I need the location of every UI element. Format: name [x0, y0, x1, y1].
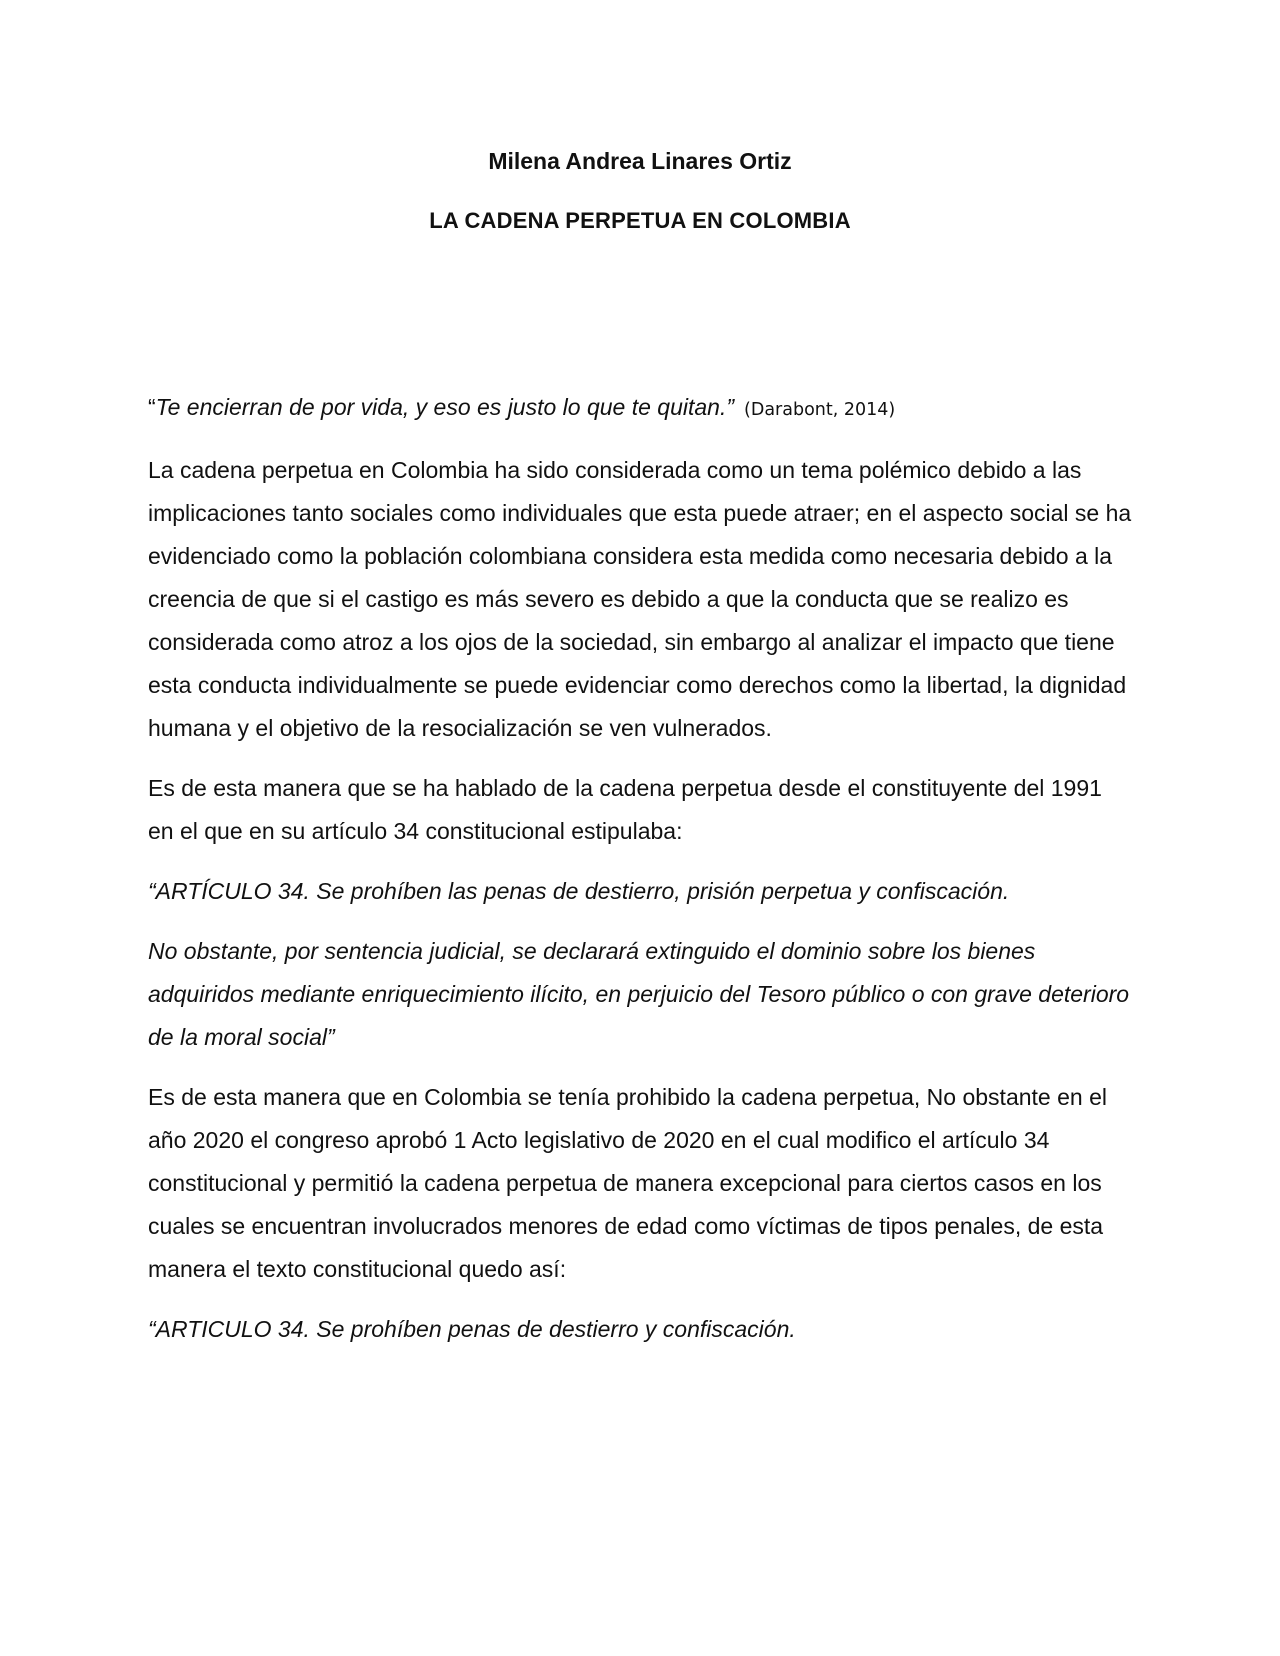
quote-articulo-34-modificado: “ARTICULO 34. Se prohíben penas de destierro y confiscación.: [148, 1316, 796, 1342]
paragraph-constituyente: Es de esta manera que se ha hablado de la cadena perpetua desde el constituyente del 1991 en el que en su artículo 34 constitucional estipulaba:: [148, 775, 1102, 844]
epigraph-text: Te encierran de por vida, y eso es justo lo que te quitan.”: [155, 394, 735, 420]
quote-articulo-34-continuacion: No obstante, por sentencia judicial, se declarará extinguido el dominio sobre los bienes adquiridos mediante enriquecimiento ilícito, en perjuicio del Tesoro público o con grave deterioro de la moral social”: [148, 938, 1130, 1050]
quote-articulo-34-original: “ARTÍCULO 34. Se prohíben las penas de destierro, prisión perpetua y confiscación.: [148, 878, 1010, 904]
document-body: [148, 386, 1133, 1368]
document-title: LA CADENA PERPETUA EN COLOMBIA: [429, 208, 851, 233]
paragraph-intro: La cadena perpetua en Colombia ha sido considerada como un tema polémico debido a las implicaciones tanto sociales como individuales que esta puede atraer; en el aspecto social se ha evidenciado como la población colombiana considera esta medida como necesaria debido a la creencia de que si el castigo es más severo es debido a que la conducta que se realizo es considerada como atroz a los ojos de la sociedad, sin embargo al analizar el impacto que tiene esta conducta individualmente se puede evidenciar como derechos como la libertad, la dignidad humana y el objetivo de la resocialización se ven vulnerados.: [148, 457, 1132, 741]
epigraph-citation: (Darabont, 2014): [744, 400, 896, 420]
paragraph-acto-legislativo: Es de esta manera que en Colombia se tenía prohibido la cadena perpetua, No obstante en el año 2020 el congreso aprobó 1 Acto legislativo de 2020 en el cual modifico el artículo 34 constitucional y permitió la cadena perpetua de manera excepcional para ciertos casos en los cuales se encuentran involucrados menores de edad como víctimas de tipos penales, de esta manera el texto constitucional quedo así:: [148, 1084, 1107, 1282]
author-name: Milena Andrea Linares Ortiz: [488, 148, 792, 174]
epigraph-open-quote: “: [148, 394, 156, 420]
epigraph: [148, 386, 1133, 432]
